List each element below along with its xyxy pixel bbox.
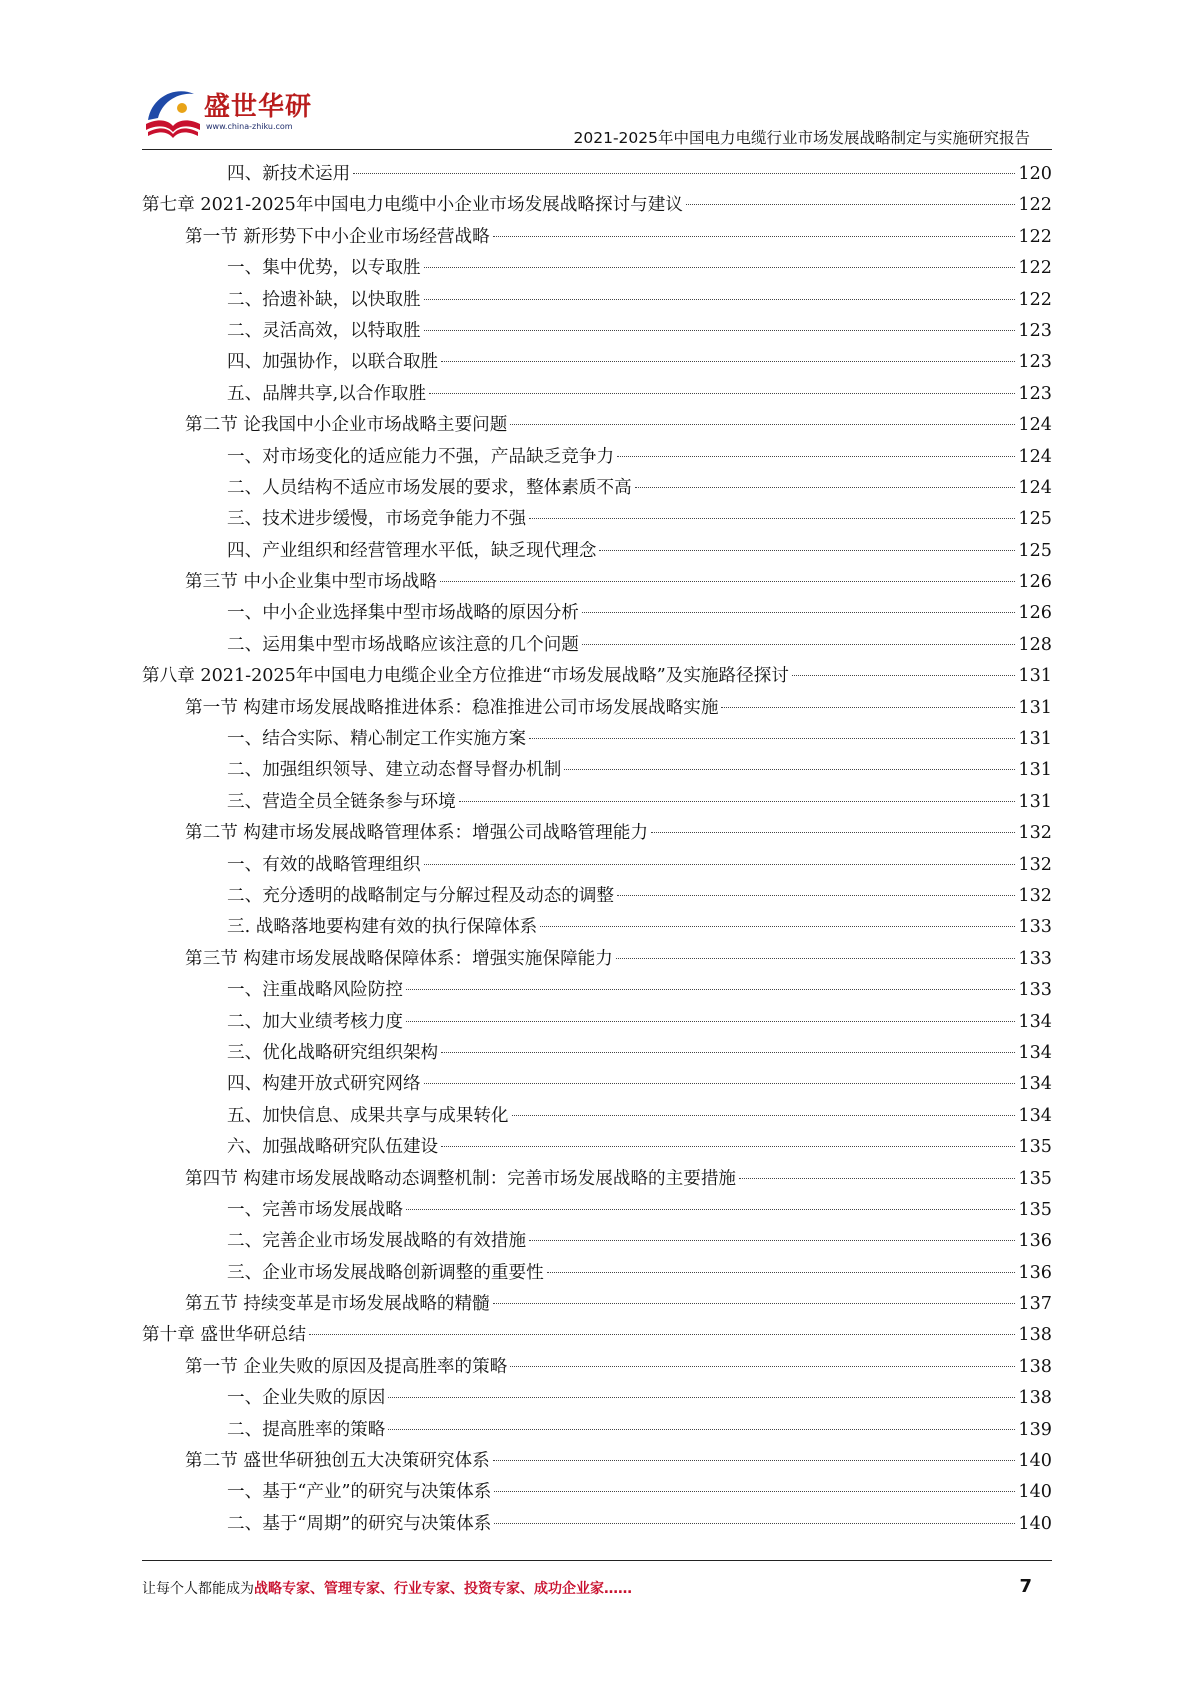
- toc-leader-dots: [582, 644, 1016, 645]
- toc-entry[interactable]: [142, 504, 1052, 535]
- toc-entry-page: 124: [1018, 446, 1052, 467]
- toc-entry[interactable]: [142, 1383, 1052, 1414]
- toc-entry[interactable]: [142, 1446, 1052, 1477]
- brand-logo: [142, 84, 342, 148]
- toc-leader-dots: [512, 1115, 1016, 1116]
- toc-entry[interactable]: [142, 253, 1052, 284]
- toc-entry-page: 135: [1018, 1199, 1052, 1220]
- toc-entry-page: 131: [1018, 791, 1052, 812]
- toc-entry-title: 第八章 2021-2025年中国电力电缆企业全方位推进“市场发展战略”及实施路径探讨: [142, 666, 789, 687]
- page-header: [142, 80, 1052, 152]
- toc-entry[interactable]: [142, 1007, 1052, 1038]
- toc-entry-title: 三、企业市场发展战略创新调整的重要性: [227, 1262, 544, 1283]
- brand-url: www.china-zhiku.com: [206, 122, 293, 131]
- toc-entry-page: 131: [1018, 760, 1052, 781]
- toc-entry-title: 二、加强组织领导、建立动态督导督办机制: [227, 760, 562, 781]
- toc-entry-title: 二、灵活高效，以特取胜: [227, 320, 421, 341]
- toc-entry[interactable]: [142, 410, 1052, 441]
- toc-entry-title: 第一节 新形势下中小企业市场经营战略: [185, 226, 490, 247]
- toc-entry-page: 140: [1018, 1482, 1052, 1503]
- toc-entry-page: 140: [1018, 1451, 1052, 1472]
- toc-entry[interactable]: [142, 222, 1052, 253]
- toc-entry[interactable]: [142, 159, 1052, 190]
- toc-entry[interactable]: [142, 347, 1052, 378]
- toc-entry[interactable]: [142, 536, 1052, 567]
- toc-entry-page: 122: [1018, 289, 1052, 310]
- page-number: 7: [1019, 1576, 1032, 1597]
- toc-entry-title: 一、完善市场发展战略: [227, 1199, 403, 1220]
- toc-entry-title: 五、加快信息、成果共享与成果转化: [227, 1105, 509, 1126]
- toc-leader-dots: [406, 1209, 1015, 1210]
- toc-entry-page: 134: [1018, 1074, 1052, 1095]
- toc-entry[interactable]: [142, 975, 1052, 1006]
- toc-entry[interactable]: [142, 661, 1052, 692]
- toc-entry-page: 122: [1018, 258, 1052, 279]
- toc-entry-title: 第七章 2021-2025年中国电力电缆中小企业市场发展战略探讨与建议: [142, 195, 683, 216]
- toc-entry[interactable]: [142, 379, 1052, 410]
- toc-entry-title: 第五节 持续变革是市场发展战略的精髓: [185, 1294, 490, 1315]
- footer-slogan-highlight: 战略专家、管理专家、行业专家、投资专家、成功企业家……: [254, 1581, 632, 1597]
- toc-leader-dots: [493, 236, 1016, 237]
- toc-entry-page: 135: [1018, 1168, 1052, 1189]
- toc-entry-title: 二、运用集中型市场战略应该注意的几个问题: [227, 634, 579, 655]
- toc-entry[interactable]: [142, 1132, 1052, 1163]
- toc-entry[interactable]: [142, 1069, 1052, 1100]
- toc-entry-page: 138: [1018, 1325, 1052, 1346]
- toc-leader-dots: [441, 1146, 1015, 1147]
- toc-entry-title: 第四节 构建市场发展战略动态调整机制：完善市场发展战略的主要措施: [185, 1168, 737, 1189]
- toc-entry[interactable]: [142, 190, 1052, 221]
- toc-leader-dots: [582, 612, 1016, 613]
- toc-entry-title: 二、提高胜率的策略: [227, 1419, 386, 1440]
- toc-entry[interactable]: [142, 881, 1052, 912]
- document-title: 2021-2025年中国电力电缆行业市场发展战略制定与实施研究报告: [573, 129, 1030, 147]
- toc-entry[interactable]: [142, 1101, 1052, 1132]
- toc-entry-title: 二、充分透明的战略制定与分解过程及动态的调整: [227, 885, 615, 906]
- header-divider: [142, 149, 1052, 150]
- toc-entry[interactable]: [142, 1477, 1052, 1508]
- toc-entry[interactable]: [142, 1164, 1052, 1195]
- toc-leader-dots: [721, 707, 1015, 708]
- toc-entry-title: 一、有效的战略管理组织: [227, 854, 421, 875]
- toc-leader-dots: [651, 832, 1015, 833]
- toc-leader-dots: [739, 1178, 1015, 1179]
- toc-entry-page: 120: [1018, 164, 1052, 184]
- toc-leader-dots: [406, 1021, 1015, 1022]
- toc-entry-title: 二、拾遗补缺，以快取胜: [227, 289, 421, 310]
- toc-entry[interactable]: [142, 567, 1052, 598]
- toc-entry-title: 一、结合实际、精心制定工作实施方案: [227, 729, 527, 750]
- toc-entry[interactable]: [142, 755, 1052, 786]
- toc-entry-title: 四、新技术运用: [227, 164, 351, 184]
- toc-leader-dots: [493, 1303, 1016, 1304]
- toc-leader-dots: [547, 1272, 1016, 1273]
- toc-entry-title: 三、营造全员全链条参与环境: [227, 791, 456, 812]
- toc-entry-title: 二、加大业绩考核力度: [227, 1011, 403, 1032]
- toc-entry-page: 123: [1018, 352, 1052, 373]
- toc-leader-dots: [424, 1083, 1016, 1084]
- toc-entry[interactable]: [142, 850, 1052, 881]
- toc-entry-title: 一、基于“产业”的研究与决策体系: [227, 1482, 492, 1503]
- toc-entry-page: 134: [1018, 1011, 1052, 1032]
- toc-entry-page: 140: [1018, 1513, 1052, 1534]
- toc-entry-page: 132: [1018, 823, 1052, 844]
- toc-leader-dots: [429, 393, 1015, 394]
- footer-divider: [142, 1560, 1052, 1561]
- toc-entry-title: 二、基于“周期”的研究与决策体系: [227, 1513, 492, 1534]
- toc-entry[interactable]: [142, 818, 1052, 849]
- toc-entry[interactable]: [142, 693, 1052, 724]
- book-swoosh-icon: [142, 84, 204, 146]
- toc-entry-page: 124: [1018, 415, 1052, 436]
- toc-entry-page: 123: [1018, 383, 1052, 404]
- toc-leader-dots: [494, 1491, 1015, 1492]
- toc-entry-page: 132: [1018, 854, 1052, 875]
- toc-entry-title: 三. 战略落地要构建有效的执行保障体系: [227, 917, 538, 938]
- toc-entry-page: 125: [1018, 540, 1052, 561]
- toc-entry-title: 一、集中优势，以专取胜: [227, 258, 421, 279]
- toc-leader-dots: [510, 1366, 1015, 1367]
- toc-leader-dots: [424, 299, 1016, 300]
- toc-entry[interactable]: [142, 316, 1052, 347]
- toc-leader-dots: [388, 1429, 1015, 1430]
- toc-entry-title: 四、产业组织和经营管理水平低，缺乏现代理念: [227, 540, 597, 561]
- toc-entry[interactable]: [142, 285, 1052, 316]
- toc-entry-page: 136: [1018, 1231, 1052, 1252]
- toc-entry[interactable]: [142, 598, 1052, 629]
- toc-leader-dots: [529, 738, 1015, 739]
- toc-leader-dots: [494, 1523, 1015, 1524]
- toc-entry-page: 132: [1018, 885, 1052, 906]
- toc-entry[interactable]: [142, 1038, 1052, 1069]
- toc-entry-page: 137: [1018, 1294, 1052, 1315]
- toc-entry-title: 第三节 构建市场发展战略保障体系：增强实施保障能力: [185, 948, 613, 969]
- toc-entry-page: 139: [1018, 1419, 1052, 1440]
- toc-entry[interactable]: [142, 787, 1052, 818]
- toc-entry[interactable]: [142, 1320, 1052, 1351]
- toc-entry-title: 一、企业失败的原因: [227, 1388, 386, 1409]
- toc-entry-page: 122: [1018, 226, 1052, 247]
- toc-entry-title: 三、优化战略研究组织架构: [227, 1042, 439, 1063]
- toc-leader-dots: [441, 1052, 1015, 1053]
- toc-entry-page: 128: [1018, 634, 1052, 655]
- toc-entry[interactable]: [142, 1258, 1052, 1289]
- toc-leader-dots: [353, 173, 1015, 174]
- toc-entry[interactable]: [142, 630, 1052, 661]
- toc-leader-dots: [424, 267, 1016, 268]
- toc-entry[interactable]: [142, 1289, 1052, 1320]
- toc-leader-dots: [529, 1240, 1015, 1241]
- toc-entry-title: 五、品牌共享,以合作取胜: [227, 383, 427, 404]
- toc-entry[interactable]: [142, 1509, 1052, 1540]
- toc-entry-page: 134: [1018, 1042, 1052, 1063]
- footer-slogan-prefix: 让每个人都能成为: [142, 1581, 254, 1597]
- toc-leader-dots: [540, 926, 1015, 927]
- toc-leader-dots: [441, 361, 1015, 362]
- table-of-contents: [142, 159, 1052, 1540]
- toc-leader-dots: [510, 424, 1015, 425]
- toc-leader-dots: [493, 1460, 1016, 1461]
- toc-leader-dots: [616, 958, 1016, 959]
- toc-entry[interactable]: [142, 473, 1052, 504]
- toc-entry-title: 第三节 中小企业集中型市场战略: [185, 572, 437, 593]
- toc-entry[interactable]: [142, 1352, 1052, 1383]
- toc-leader-dots: [459, 801, 1016, 802]
- toc-entry-page: 122: [1018, 195, 1052, 216]
- toc-leader-dots: [309, 1334, 1015, 1335]
- toc-leader-dots: [529, 518, 1015, 519]
- toc-entry-page: 138: [1018, 1388, 1052, 1409]
- toc-entry-page: 131: [1018, 697, 1052, 718]
- page-footer: [142, 1578, 1052, 1598]
- toc-leader-dots: [406, 989, 1015, 990]
- toc-entry[interactable]: [142, 724, 1052, 755]
- brand-name: 盛世华研: [204, 92, 313, 122]
- toc-entry-title: 第一节 构建市场发展战略推进体系：稳准推进公司市场发展战略实施: [185, 697, 719, 718]
- toc-leader-dots: [564, 769, 1015, 770]
- toc-entry-title: 二、人员结构不适应市场发展的要求，整体素质不高: [227, 477, 632, 498]
- toc-entry-page: 133: [1018, 948, 1052, 969]
- toc-entry-title: 第二节 盛世华研独创五大决策研究体系: [185, 1451, 490, 1472]
- toc-entry-page: 131: [1018, 666, 1052, 687]
- toc-entry-page: 125: [1018, 509, 1052, 530]
- toc-leader-dots: [424, 864, 1016, 865]
- toc-entry-page: 123: [1018, 320, 1052, 341]
- toc-entry-page: 124: [1018, 477, 1052, 498]
- toc-leader-dots: [617, 456, 1015, 457]
- toc-entry-title: 第二节 构建市场发展战略管理体系：增强公司战略管理能力: [185, 823, 649, 844]
- toc-entry-page: 135: [1018, 1137, 1052, 1158]
- toc-entry-page: 133: [1018, 980, 1052, 1001]
- toc-leader-dots: [388, 1397, 1015, 1398]
- toc-entry[interactable]: [142, 442, 1052, 473]
- toc-entry-title: 一、注重战略风险防控: [227, 980, 403, 1001]
- toc-entry-page: 131: [1018, 729, 1052, 750]
- toc-entry-title: 二、完善企业市场发展战略的有效措施: [227, 1231, 527, 1252]
- toc-leader-dots: [792, 675, 1016, 676]
- toc-entry[interactable]: [142, 1415, 1052, 1446]
- toc-leader-dots: [617, 895, 1015, 896]
- toc-entry-page: 134: [1018, 1105, 1052, 1126]
- toc-entry-title: 第一节 企业失败的原因及提高胜率的策略: [185, 1356, 508, 1377]
- toc-leader-dots: [440, 581, 1015, 582]
- toc-leader-dots: [686, 204, 1015, 205]
- toc-entry-title: 六、加强战略研究队伍建设: [227, 1137, 439, 1158]
- toc-entry[interactable]: [142, 912, 1052, 943]
- toc-entry[interactable]: [142, 1195, 1052, 1226]
- toc-entry-title: 一、中小企业选择集中型市场战略的原因分析: [227, 603, 579, 624]
- toc-entry-page: 133: [1018, 917, 1052, 938]
- toc-leader-dots: [635, 487, 1016, 488]
- toc-entry-page: 136: [1018, 1262, 1052, 1283]
- toc-leader-dots: [599, 550, 1015, 551]
- toc-entry-title: 三、技术进步缓慢，市场竞争能力不强: [227, 509, 527, 530]
- toc-entry-page: 126: [1018, 603, 1052, 624]
- toc-entry-title: 一、对市场变化的适应能力不强，产品缺乏竞争力: [227, 446, 615, 467]
- toc-entry-page: 126: [1018, 572, 1052, 593]
- toc-entry[interactable]: [142, 944, 1052, 975]
- toc-entry-title: 第十章 盛世华研总结: [142, 1325, 306, 1346]
- toc-entry-title: 四、加强协作，以联合取胜: [227, 352, 439, 373]
- toc-entry-title: 四、构建开放式研究网络: [227, 1074, 421, 1095]
- toc-entry-page: 138: [1018, 1356, 1052, 1377]
- toc-entry[interactable]: [142, 1226, 1052, 1257]
- toc-leader-dots: [424, 330, 1016, 331]
- toc-entry-title: 第二节 论我国中小企业市场战略主要问题: [185, 415, 508, 436]
